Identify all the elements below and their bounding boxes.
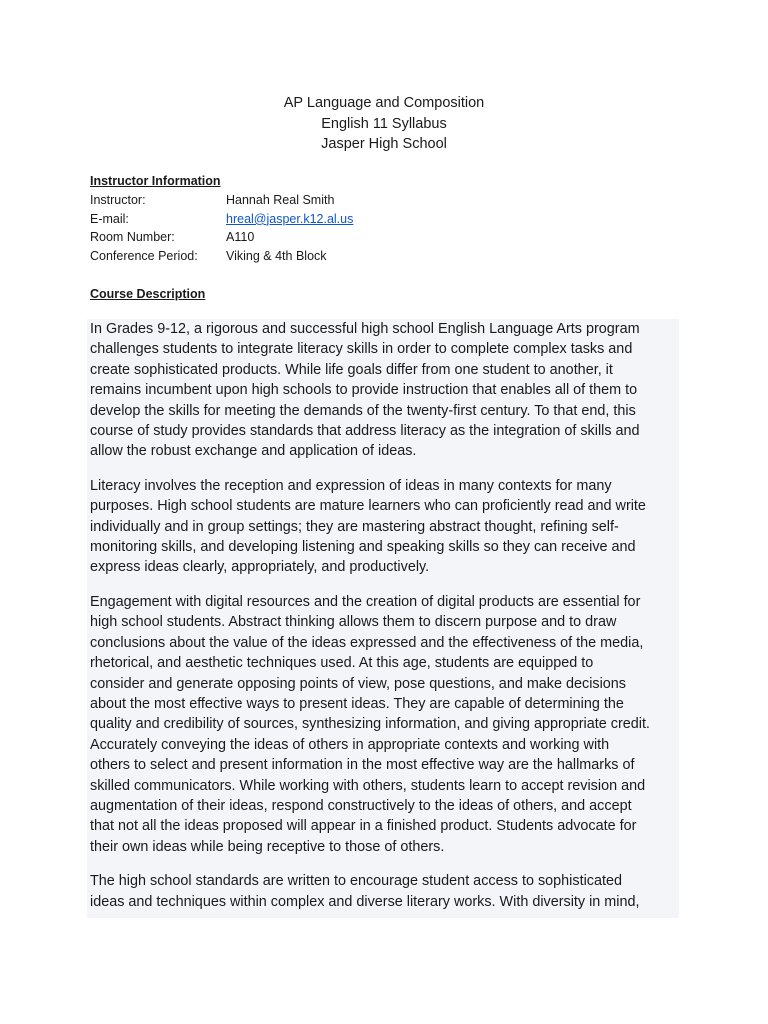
paragraph bbox=[90, 476, 679, 578]
text-line: individually and in group settings; they are mastering abstract thought, refining self- bbox=[90, 518, 619, 535]
school-name: Jasper High School bbox=[321, 136, 447, 152]
text-line: allow the robust exchange and application of ideas. bbox=[90, 443, 417, 460]
info-row-instructor bbox=[90, 191, 353, 210]
info-row-room bbox=[90, 228, 353, 247]
text-line: purposes. High school students are mature learners who can proficiently read and write bbox=[90, 498, 646, 515]
info-value-instructor: Hannah Real Smith bbox=[226, 193, 335, 207]
paragraph bbox=[90, 592, 679, 857]
text-line: challenges students to integrate literacy skills in order to complete complex tasks and bbox=[90, 341, 633, 358]
document-title bbox=[0, 93, 768, 155]
text-line: consider and generate opposing points of view, pose questions, and make decisions bbox=[90, 675, 627, 692]
course-title: AP Language and Composition bbox=[283, 95, 485, 111]
email-link[interactable]: hreal@jasper.k12.al.us bbox=[226, 211, 354, 226]
text-line: Engagement with digital resources and the creation of digital products are essential for bbox=[90, 593, 641, 610]
text-line: conclusions about the value of the ideas expressed and the effectiveness of the media, bbox=[90, 634, 644, 651]
info-row-conference bbox=[90, 247, 353, 266]
info-value-room: A110 bbox=[226, 230, 255, 245]
text-line: quality and credibility of sources, synthesizing information, and giving appropriate credit. bbox=[90, 716, 650, 733]
info-label: Room Number: bbox=[90, 230, 175, 245]
info-label: E-mail: bbox=[90, 211, 129, 226]
text-line: Accurately conveying the ideas of others in appropriate contexts and working with bbox=[90, 736, 610, 753]
text-line: rhetorical, and aesthetic techniques used. At this age, students are equipped to bbox=[90, 655, 594, 672]
text-line: others to select and present information in the most effective way are the hallmarks of bbox=[90, 757, 635, 774]
course-description-body bbox=[87, 319, 679, 918]
info-label: Instructor: bbox=[90, 193, 146, 207]
text-line: skilled communicators. While working with others, students learn to accept revision and bbox=[90, 777, 646, 794]
paragraph bbox=[90, 871, 679, 912]
paragraph bbox=[90, 319, 679, 462]
syllabus-title: English 11 Syllabus bbox=[321, 115, 447, 132]
info-row-email bbox=[90, 210, 353, 229]
instructor-info-table bbox=[90, 191, 353, 266]
text-line: monitoring skills, and developing listening and speaking skills so they can receive and bbox=[90, 539, 636, 556]
text-line: course of study provides standards that address literacy as the integration of skills and bbox=[90, 423, 640, 440]
text-line: about the most effective ways to present ideas. They are capable of determining the bbox=[90, 695, 624, 712]
text-line: that not all the ideas proposed will appear in a finished product. Students advocate for bbox=[90, 818, 637, 835]
text-line: augmentation of their ideas, respond constructively to the ideas of others, and accept bbox=[90, 797, 632, 814]
text-line: Literacy involves the reception and expression of ideas in many contexts for many bbox=[90, 477, 612, 494]
text-line: express ideas clearly, appropriately, and productively. bbox=[90, 559, 430, 576]
text-line: create sophisticated products. While life goals differ from one student to another, it bbox=[90, 361, 613, 378]
info-label: Conference Period: bbox=[90, 249, 198, 264]
text-line: develop the skills for meeting the demands of the twenty-first century. To that end, this bbox=[90, 402, 636, 419]
info-value-conference: Viking & 4th Block bbox=[226, 249, 327, 264]
text-line: their own ideas while being receptive to those of others. bbox=[90, 838, 445, 855]
text-line: ideas and techniques within complex and diverse literary works. With diversity in mind, bbox=[90, 893, 640, 910]
text-line: The high school standards are written to encourage student access to sophisticated bbox=[90, 873, 622, 890]
course-description-heading: Course Description bbox=[90, 287, 206, 301]
instructor-info-heading: Instructor Information bbox=[90, 174, 221, 188]
text-line: In Grades 9-12, a rigorous and successful high school English Language Arts program bbox=[90, 321, 640, 337]
text-line: remains incumbent upon high schools to provide instruction that enables all of them to bbox=[90, 382, 638, 399]
text-line: high school students. Abstract thinking allows them to discern purpose and to draw bbox=[90, 614, 617, 631]
